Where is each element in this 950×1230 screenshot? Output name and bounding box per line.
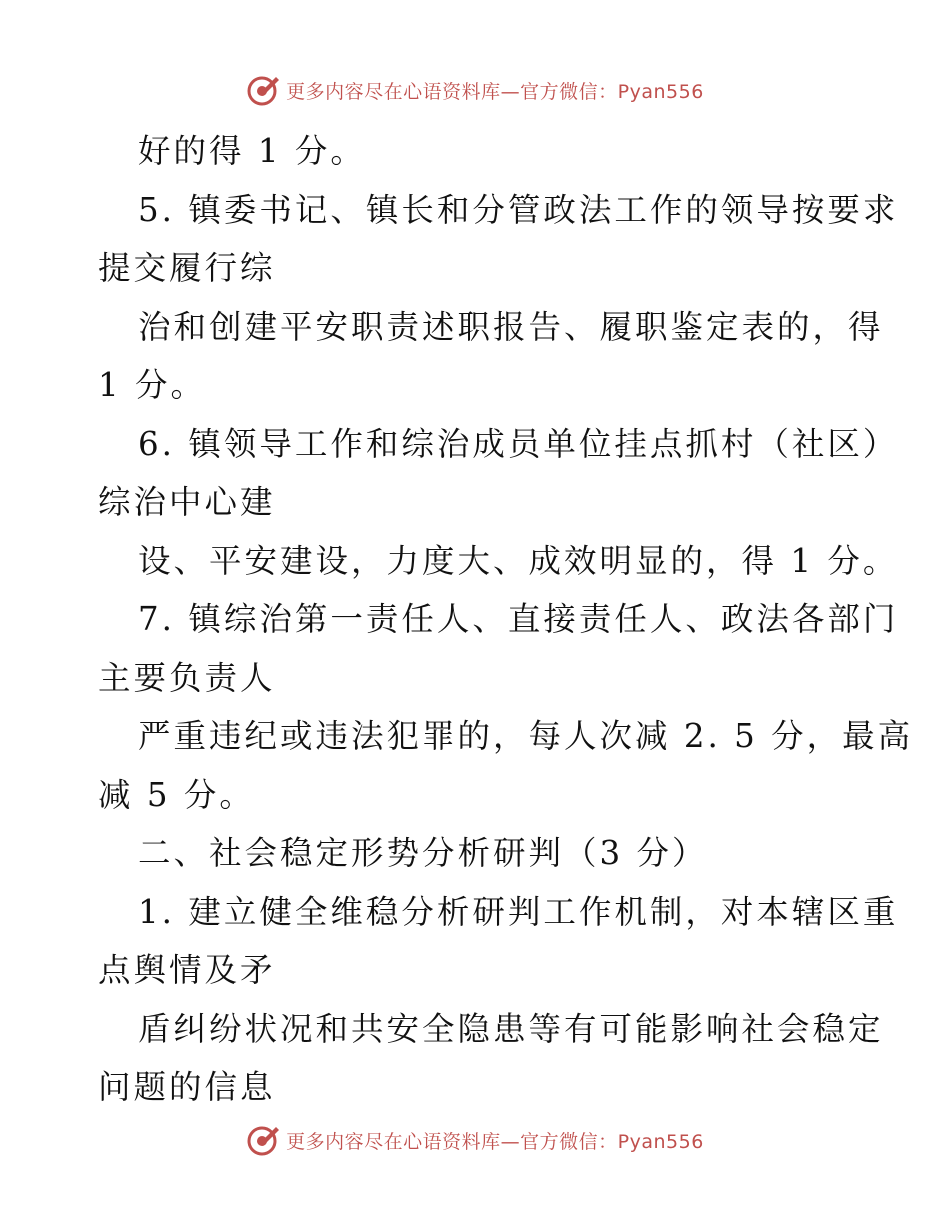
text-line: 提交履行综 [98,249,276,287]
text-line: 设、平安建设，力度大、成效明显的，得 1 分。 [138,541,899,580]
header-banner [0,72,950,108]
text-line: 7. 镇综治第一责任人、直接责任人、政法各部门 [138,600,899,638]
pen-logo-icon [246,1123,280,1157]
footer-banner [0,1122,950,1158]
text-line: 1 分。 [98,366,207,404]
header-banner-text: 更多内容尽在心语资料库—官方微信：Pyan556 [286,80,704,103]
pen-logo-icon [246,73,280,107]
text-line: 1. 建立健全维稳分析研判工作机制，对本辖区重 [138,892,899,931]
text-line: 严重违纪或违法犯罪的，每人次减 2. 5 分，最高 [138,717,914,755]
text-line: 点舆情及矛 [98,951,276,989]
text-line: 5. 镇委书记、镇长和分管政法工作的领导按要求 [138,190,899,229]
text-line: 治和创建平安职责述职报告、履职鉴定表的，得 [138,307,884,346]
footer-banner-text: 更多内容尽在心语资料库—官方微信：Pyan556 [286,1130,704,1153]
document-body [98,122,914,1117]
text-line: 6. 镇领导工作和综治成员单位挂点抓村（社区） [138,424,899,463]
text-line: 好的得 1 分。 [138,132,366,170]
text-line: 减 5 分。 [98,775,255,814]
text-line: 盾纠纷状况和共安全隐患等有可能影响社会稳定 [138,1009,884,1048]
text-line: 主要负责人 [98,658,276,697]
text-line: 综治中心建 [98,483,276,521]
section-heading: 二、社会稳定形势分析研判（3 分） [138,834,708,872]
text-line: 问题的信息 [98,1068,276,1106]
